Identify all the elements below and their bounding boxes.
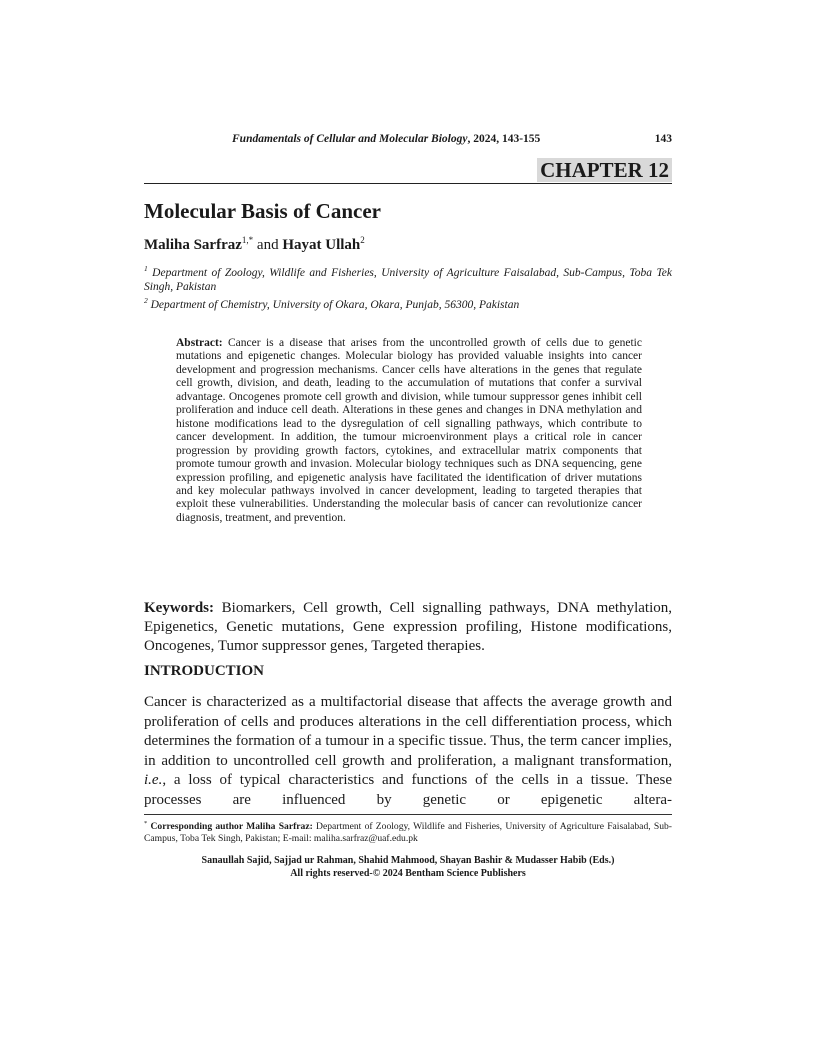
affiliation-1-text: Department of Zoology, Wildlife and Fisheries, University of Agriculture Faisalabad, Sub-Campus, Toba Tek Singh, Pakistan [144, 266, 672, 293]
chapter-title: Molecular Basis of Cancer [144, 199, 381, 223]
abstract-text: Cancer is a disease that arises from the uncontrolled growth of cells due to genetic mutations and epigenetic changes. Molecular biology has provided valuable insights into cancer development and progression mechanisms. Cancer cells have alterations in the genes that regulate cell growth, division, and death, leading to the accumulation of mutations that confer a survival advantage. Oncogenes promote cell growth and division, while tumour suppressor genes inhibit cell proliferation and induce cell death. Alterations in these genes and changes in DNA methylation and histone modifications lead to the dysregulation of cell signalling pathways, which contribute to cancer development. In addition, the tumour microenvironment plays a critical role in cancer progression by providing growth factors, cytokines, and extracellular matrix components that promote tumour growth and invasion. Molecular biology techniques such as DNA sequencing, gene expression profiling, and epigenetic analysis have facilitated the identification of driver mutations and key molecular pathways involved in cancer development, leading to targeted therapies that exploit these vulnerabilities. Understanding the molecular basis of cancer can revolutionize cancer diagnosis, treatment, and prevention. [176, 337, 642, 524]
footnote-label: Corresponding author Maliha Sarfraz: [147, 821, 313, 833]
intro-text-1: Cancer is characterized as a multifactorial disease that affects the average growth and proliferation of cells and produces alterations in the cell differentiation process, which determines the formation of a tumour in a specific tissue. Thus, the term cancer implies, in addition to uncontrolled cell growth and proliferation, a malignant transformation, [144, 694, 672, 769]
footnote-rule [144, 814, 672, 815]
abstract [176, 337, 642, 525]
affiliation-2-number: 2 [144, 296, 148, 305]
author-2-name: Hayat Ullah [282, 237, 361, 253]
journal-title: Fundamentals of Cellular and Molecular Biology [232, 133, 468, 145]
affiliation-1 [144, 262, 672, 294]
footnote [144, 818, 672, 845]
affiliation-1-number: 1 [144, 264, 148, 273]
intro-italic-ie: i.e. [144, 772, 163, 788]
author-2-affiliation-marker: 2 [360, 235, 365, 245]
author-line [144, 235, 365, 254]
editors-line: Sanaullah Sajid, Sajjad ur Rahman, Shahid Mahmood, Shayan Bashir & Mudasser Habib (Eds.) [201, 855, 615, 866]
page-number: 143 [654, 133, 672, 145]
affiliation-2-text: Department of Chemistry, University of Okara, Okara, Punjab, 56300, Pakistan [147, 298, 520, 311]
author-1-affiliation-marker: 1,* [241, 235, 254, 245]
keywords [144, 599, 672, 656]
chapter-label: CHAPTER 12 [537, 158, 672, 182]
journal-citation: , 2024, 143-155 [467, 133, 541, 145]
introduction-paragraph [144, 693, 672, 810]
publisher-info [144, 855, 672, 880]
keywords-text: Biomarkers, Cell growth, Cell signalling pathways, DNA methylation, Epigenetics, Genetic mutations, Gene expression profiling, Histone modifications, Oncogenes, Tumor suppressor genes, Targeted therapies. [144, 600, 672, 654]
affiliation-2 [144, 294, 672, 312]
running-head-citation [232, 133, 540, 145]
keywords-label: Keywords: [144, 600, 214, 616]
abstract-label: Abstract: [176, 337, 223, 349]
author-1-name: Maliha Sarfraz [144, 237, 242, 253]
footnote-text: Department of Zoology, Wildlife and Fisheries, University of Agriculture Faisalabad, Sub-Campus, Toba Tek Singh, Pakistan; E-mail: maliha.sarfraz@uaf.edu.pk [144, 821, 672, 845]
section-heading: INTRODUCTION [144, 663, 265, 679]
author-connector: and [253, 237, 283, 253]
copyright-line: All rights reserved-© 2024 Bentham Science Publishers [290, 867, 526, 879]
header-rule [144, 183, 672, 184]
intro-text-2: , a loss of typical characteristics and functions of the cells in a tissue. These processes are influenced by genetic or epigenetic altera- [144, 772, 672, 808]
footnote-marker: * [144, 820, 148, 827]
running-head [144, 133, 672, 149]
